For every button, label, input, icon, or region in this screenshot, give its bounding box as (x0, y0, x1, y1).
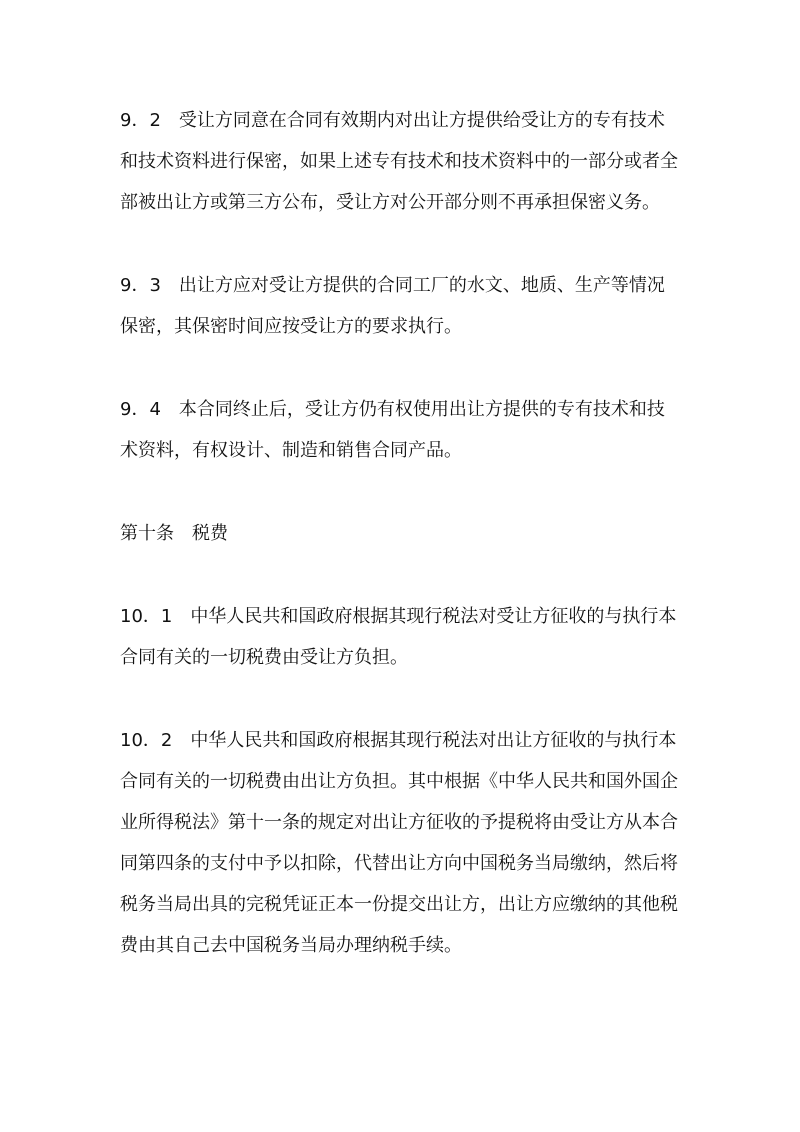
clause-9-3-paragraph: 9．3 出让方应对受让方提供的合同工厂的水文、地质、生产等情况保密，其保密时间应按受让方的要求执行。 (120, 275, 665, 337)
document-body (120, 100, 680, 1008)
article-10-heading: 第十条 税费 (120, 523, 228, 544)
clause-10-2-paragraph: 10．2 中华人民共和国政府根据其现行税法对出让方征收的与执行本合同有关的一切税费由出让方负担。其中根据《中华人民共和国外国企业所得税法》第十一条的规定对出让方征收的予提税将由受让方从本合同第四条的支付中予以扣除，代替出让方向中国税务当局缴纳，然后将税务当局出具的完税凭证正本一份提交出让方，出让方应缴纳的其他税费由其自己去中国税务当局办理纳税手续。 (120, 730, 678, 956)
clause-9-2-paragraph: 9．2 受让方同意在合同有效期内对出让方提供给受让方的专有技术和技术资料进行保密，如果上述专有技术和技术资料中的一部分或者全部被出让方或第三方公布，受让方对公开部分则不再承担保密义务。 (120, 110, 678, 213)
clause-9-4-paragraph: 9．4 本合同终止后，受让方仍有权使用出让方提供的专有技术和技术资料，有权设计、制造和销售合同产品。 (120, 399, 665, 461)
clause-10-1-paragraph: 10．1 中华人民共和国政府根据其现行税法对受让方征收的与执行本合同有关的一切税费由受让方负担。 (120, 606, 677, 668)
